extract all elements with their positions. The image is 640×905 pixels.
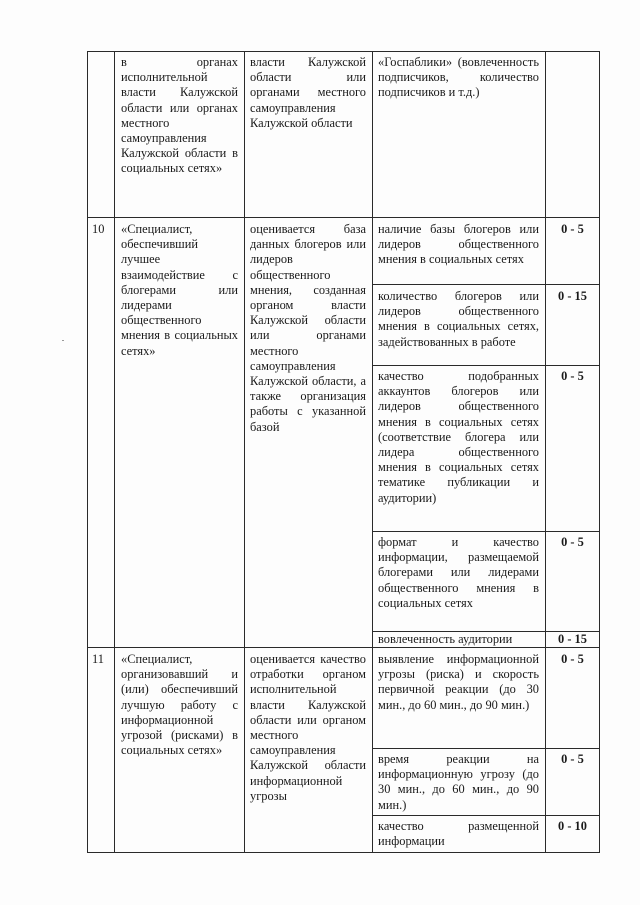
- criterion-text: время реакции на информационную угрозу (до 30 мин., до 60 мин., до 90 мин.): [378, 752, 539, 812]
- score-range: 0 - 15: [558, 289, 587, 303]
- criterion-text: выявление информационной угрозы (риска) и скорость первичной реакции (до 30 мин., до 60 мин., до 90 мин.): [378, 652, 539, 712]
- assessed-subject: оценивается база данных блогеров или лидеров общественного мнения, созданная органом власти Калужской области или органами местного самоуправления Калужской области, а также организация работы с указанной базой: [250, 222, 366, 434]
- score-range: 0 - 5: [561, 652, 584, 666]
- row-number: 10: [92, 222, 105, 236]
- table-border-right: [599, 51, 600, 852]
- subrow-separator: [372, 531, 600, 532]
- table-border-left: [87, 51, 88, 852]
- table-border-col1: [114, 51, 115, 852]
- subrow-separator: [372, 284, 600, 285]
- assessed-subject: власти Калужской области или органами местного самоуправления Калужской области: [250, 55, 366, 130]
- criterion-text: качество размещенной информации: [378, 819, 539, 849]
- subrow-separator: [372, 815, 600, 816]
- subrow-separator: [372, 365, 600, 366]
- score-range: 0 - 5: [561, 222, 584, 236]
- criterion-text: «Госпаблики» (вовлеченность подписчиков, количество подписчиков и т.д.): [378, 55, 539, 100]
- table-border-top: [87, 51, 600, 52]
- row-number: 11: [92, 652, 104, 666]
- criterion-text: формат и качество информации, размещаемой блогерами или лидерами общественного мнения в социальных сетях: [378, 535, 539, 610]
- table-border-col3: [372, 51, 373, 852]
- scan-speck: [62, 340, 64, 341]
- row-separator-11: [87, 647, 600, 648]
- table-border-bottom: [87, 852, 600, 853]
- score-range: 0 - 5: [561, 535, 584, 549]
- nomination-name: «Специалист, организовавший и (или) обеспечивший лучшую работу с информационной угрозой (рисками) в социальных сетях»: [121, 652, 238, 758]
- score-range: 0 - 10: [558, 819, 587, 833]
- nomination-name: «Специалист, обеспечивший лучшее взаимодействие с блогерами или лидерами общественного мнения в социальных сетях»: [121, 222, 238, 358]
- criterion-text: наличие базы блогеров или лидеров общественного мнения в социальных сетях: [378, 222, 539, 267]
- table-border-col4: [545, 51, 546, 852]
- score-range: 0 - 5: [561, 752, 584, 766]
- criterion-text: количество блогеров или лидеров общественного мнения в социальных сетях, задействованных в работе: [378, 289, 539, 349]
- nomination-name: в органах исполнительной власти Калужской области или органах местного самоуправления Калужской области в социальных сетях»: [121, 55, 238, 176]
- score-range: 0 - 5: [561, 369, 584, 383]
- score-range: 0 - 15: [558, 632, 587, 646]
- criterion-text: качество подобранных аккаунтов блогеров или лидеров общественного мнения в социальных сетях (соответствие блогера или лидера общественного мнения в социальных сетях тематике публикации и аудитории): [378, 369, 539, 505]
- table-border-col2: [244, 51, 245, 852]
- criterion-text: вовлеченность аудитории: [378, 632, 513, 646]
- row-separator-10: [87, 217, 600, 218]
- subrow-separator: [372, 748, 600, 749]
- assessed-subject: оценивается качество отработки органом исполнительной власти Калужской области или органом местного самоуправления Калужской области информационной угрозы: [250, 652, 366, 803]
